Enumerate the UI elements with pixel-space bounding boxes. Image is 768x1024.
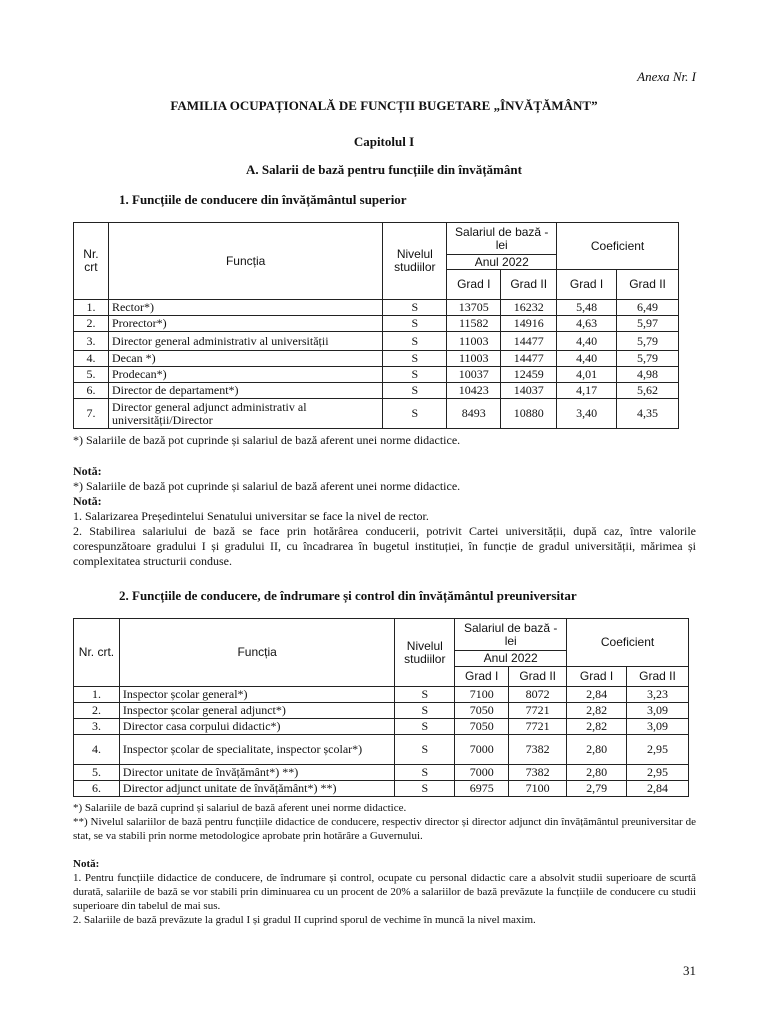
table1-heading: 1. Funcțiile de conducere din învățământul superior [119,192,407,207]
t2-cell: 6. [74,781,120,797]
notes1 [73,464,696,569]
table-row [74,703,689,719]
t1-cell: 14916 [501,316,557,332]
section-a-title: A. Salarii de bază pentru funcțiile din învățământ [246,162,522,177]
t1-cell: 8493 [447,399,501,429]
table-row [74,399,679,429]
t1-cell: 12459 [501,367,557,383]
t1-cell: 4. [74,351,109,367]
t1-cell: Prorector*) [108,316,382,332]
t1-cell: 14477 [501,332,557,351]
table-row [74,300,679,316]
annex-label: Anexa Nr. I [637,69,696,84]
t1-header-coef2: Grad II [617,270,679,300]
t2-cell: Director unitate de învățământ*) **) [119,765,394,781]
t2-cell: 7382 [509,735,567,765]
note-label: Notă: [73,464,102,478]
t1-cell: 4,98 [617,367,679,383]
t1-cell: Director general administrativ al universității [108,332,382,351]
t1-cell: S [383,300,447,316]
footnote: *) Salariile de bază cuprind și salariul de bază aferent unei norme didactice. [73,802,407,814]
t2-header-grad1: Grad I [455,667,509,687]
note-item: 2. Stabilirea salariului de bază se face prin hotărârea conducerii, potrivit Cartei universității, după caz, între valorile corespunzătoare gradului I și gradului II, cu încadrarea în bugetul instituției, în funcție de gradul universității, mărimea și complexitatea structurii conduse. [73,524,696,568]
chapter-title: Capitolul I [353,134,415,149]
t2-header-coef2: Grad II [627,667,689,687]
t2-header-coeficient: Coeficient [567,619,689,667]
t1-cell: Prodecan*) [108,367,382,383]
t2-header-grad2: Grad II [509,667,567,687]
table1-footnote: *) Salariile de bază pot cuprinde și salariul de bază aferent unei norme didactice. [73,433,461,447]
table-row [74,781,689,797]
t2-header-coef1: Grad I [567,667,627,687]
t2-cell: 2,95 [627,765,689,781]
t2-cell: 2,84 [627,781,689,797]
table2-heading: 2. Funcțiile de conducere, de îndrumare și control din învățământul preuniversitar [119,588,577,603]
t1-header-grad2: Grad II [501,270,557,300]
note-line: *) Salariile de bază pot cuprinde și salariul de bază aferent unei norme didactice. [73,479,461,493]
t1-cell: S [383,383,447,399]
t1-cell: 7. [74,399,109,429]
t1-cell: S [383,316,447,332]
t2-header-nr: Nr. crt. [74,619,120,687]
t1-cell: S [383,367,447,383]
t2-cell: 2,82 [567,719,627,735]
t1-cell: 10037 [447,367,501,383]
table2 [73,618,689,797]
table1 [73,222,679,429]
t1-header-grad1: Grad I [447,270,501,300]
t1-cell: 14037 [501,383,557,399]
t1-cell: 3. [74,332,109,351]
table-row [74,687,689,703]
t2-cell: Inspector școlar de specialitate, inspector școlar*) [119,735,394,765]
t2-cell: S [395,781,455,797]
t1-cell: 10423 [447,383,501,399]
t1-cell: S [383,332,447,351]
t1-cell: 6. [74,383,109,399]
t2-cell: S [395,735,455,765]
table-row [74,383,679,399]
t2-cell: 1. [74,687,120,703]
t2-cell: Director adjunct unitate de învățământ*) **) [119,781,394,797]
t2-cell: S [395,765,455,781]
t1-cell: 11003 [447,332,501,351]
t2-header-functia: Funcția [119,619,394,687]
t1-cell: S [383,351,447,367]
note-label: Notă: [73,858,100,870]
footnote: **) Nivelul salariilor de bază pentru funcțiile didactice de conducere, respectiv director și director adjunct din învățământul preuniversitar de stat, se va stabili prin norme metodologice aprobate prin hotărâre a Guvernului. [73,816,696,842]
t2-cell: 3,23 [627,687,689,703]
t1-cell: 4,35 [617,399,679,429]
t2-cell: 7050 [455,719,509,735]
t1-header-salariu: Salariul de bază - lei [447,223,557,255]
t2-cell: 3,09 [627,719,689,735]
t2-cell: 2,82 [567,703,627,719]
t1-cell: Director general adjunct administrativ al universității/Director [108,399,382,429]
t2-cell: Director casa corpului didactic*) [119,719,394,735]
t1-cell: 14477 [501,351,557,367]
note-label: Notă: [73,494,102,508]
t1-cell: 4,17 [557,383,617,399]
t2-cell: 7000 [455,735,509,765]
t2-cell: 3,09 [627,703,689,719]
t2-cell: 7000 [455,765,509,781]
t1-cell: 1. [74,300,109,316]
t2-header-anul: Anul 2022 [455,651,567,667]
t2-cell: S [395,703,455,719]
t1-header-coef1: Grad I [557,270,617,300]
note-item: 2. Salariile de bază prevăzute la gradul I și gradul II cuprind sporul de vechime în muncă la nivel maxim. [73,914,536,926]
t2-cell: 2,84 [567,687,627,703]
t1-cell: 5,79 [617,351,679,367]
t1-cell: 13705 [447,300,501,316]
t2-cell: 7100 [455,687,509,703]
t1-cell: Rector*) [108,300,382,316]
t1-cell: Decan *) [108,351,382,367]
t2-cell: 6975 [455,781,509,797]
table2-footnotes [73,801,696,843]
t2-cell: S [395,719,455,735]
notes2 [73,857,696,927]
table-row [74,367,679,383]
t1-header-nr: Nr. crt [74,223,109,300]
t2-cell: 7721 [509,703,567,719]
t1-cell: 4,40 [557,332,617,351]
t1-cell: S [383,399,447,429]
t1-cell: 4,63 [557,316,617,332]
t2-cell: Inspector școlar general*) [119,687,394,703]
t1-header-coeficient: Coeficient [557,223,679,270]
t2-cell: 2,80 [567,765,627,781]
t2-cell: 2,80 [567,735,627,765]
table-row [74,316,679,332]
table-row [74,332,679,351]
t1-cell: 16232 [501,300,557,316]
t1-cell: 5,97 [617,316,679,332]
t1-header-anul: Anul 2022 [447,255,557,270]
t2-cell: 7100 [509,781,567,797]
t2-cell: 3. [74,719,120,735]
table-row [74,351,679,367]
t2-cell: 2,79 [567,781,627,797]
t1-cell: 11003 [447,351,501,367]
t1-header-functia: Funcția [108,223,382,300]
t1-header-nivel: Nivelul studiilor [383,223,447,300]
t1-cell: 10880 [501,399,557,429]
table-row [74,765,689,781]
t2-cell: 2,95 [627,735,689,765]
t2-header-salariu: Salariul de bază - lei [455,619,567,651]
t2-cell: 7721 [509,719,567,735]
table-row [74,719,689,735]
note-item: 1. Pentru funcțiile didactice de conducere, de îndrumare și control, ocupate cu personal didactic care a absolvit studii superioare de scurtă durată, salariile de bază se vor stabili prin diminuarea cu un procent de 20% a salariilor de bază prevăzute la funcțiile de conducere cu studii superioare din tabelul de mai sus. [73,872,696,912]
t2-cell: 4. [74,735,120,765]
t2-cell: 8072 [509,687,567,703]
t1-cell: Director de departament*) [108,383,382,399]
t2-cell: Inspector școlar general adjunct*) [119,703,394,719]
t1-cell: 3,40 [557,399,617,429]
t1-cell: 6,49 [617,300,679,316]
t2-header-nivel: Nivelul studiilor [395,619,455,687]
t2-cell: S [395,687,455,703]
note-item: 1. Salarizarea Președintelui Senatului universitar se face la nivel de rector. [73,509,429,523]
page-number: 31 [683,963,696,978]
t1-cell: 5,48 [557,300,617,316]
t2-cell: 2. [74,703,120,719]
t1-cell: 4,40 [557,351,617,367]
t2-cell: 7050 [455,703,509,719]
t1-cell: 5,79 [617,332,679,351]
t1-cell: 5,62 [617,383,679,399]
t2-cell: 7382 [509,765,567,781]
page-title: FAMILIA OCUPAȚIONALĂ DE FUNCȚII BUGETARE „ÎNVĂȚĂMÂNT” [170,98,598,113]
t1-cell: 5. [74,367,109,383]
t1-cell: 11582 [447,316,501,332]
table-row [74,735,689,765]
t2-cell: 5. [74,765,120,781]
t1-cell: 4,01 [557,367,617,383]
t1-cell: 2. [74,316,109,332]
